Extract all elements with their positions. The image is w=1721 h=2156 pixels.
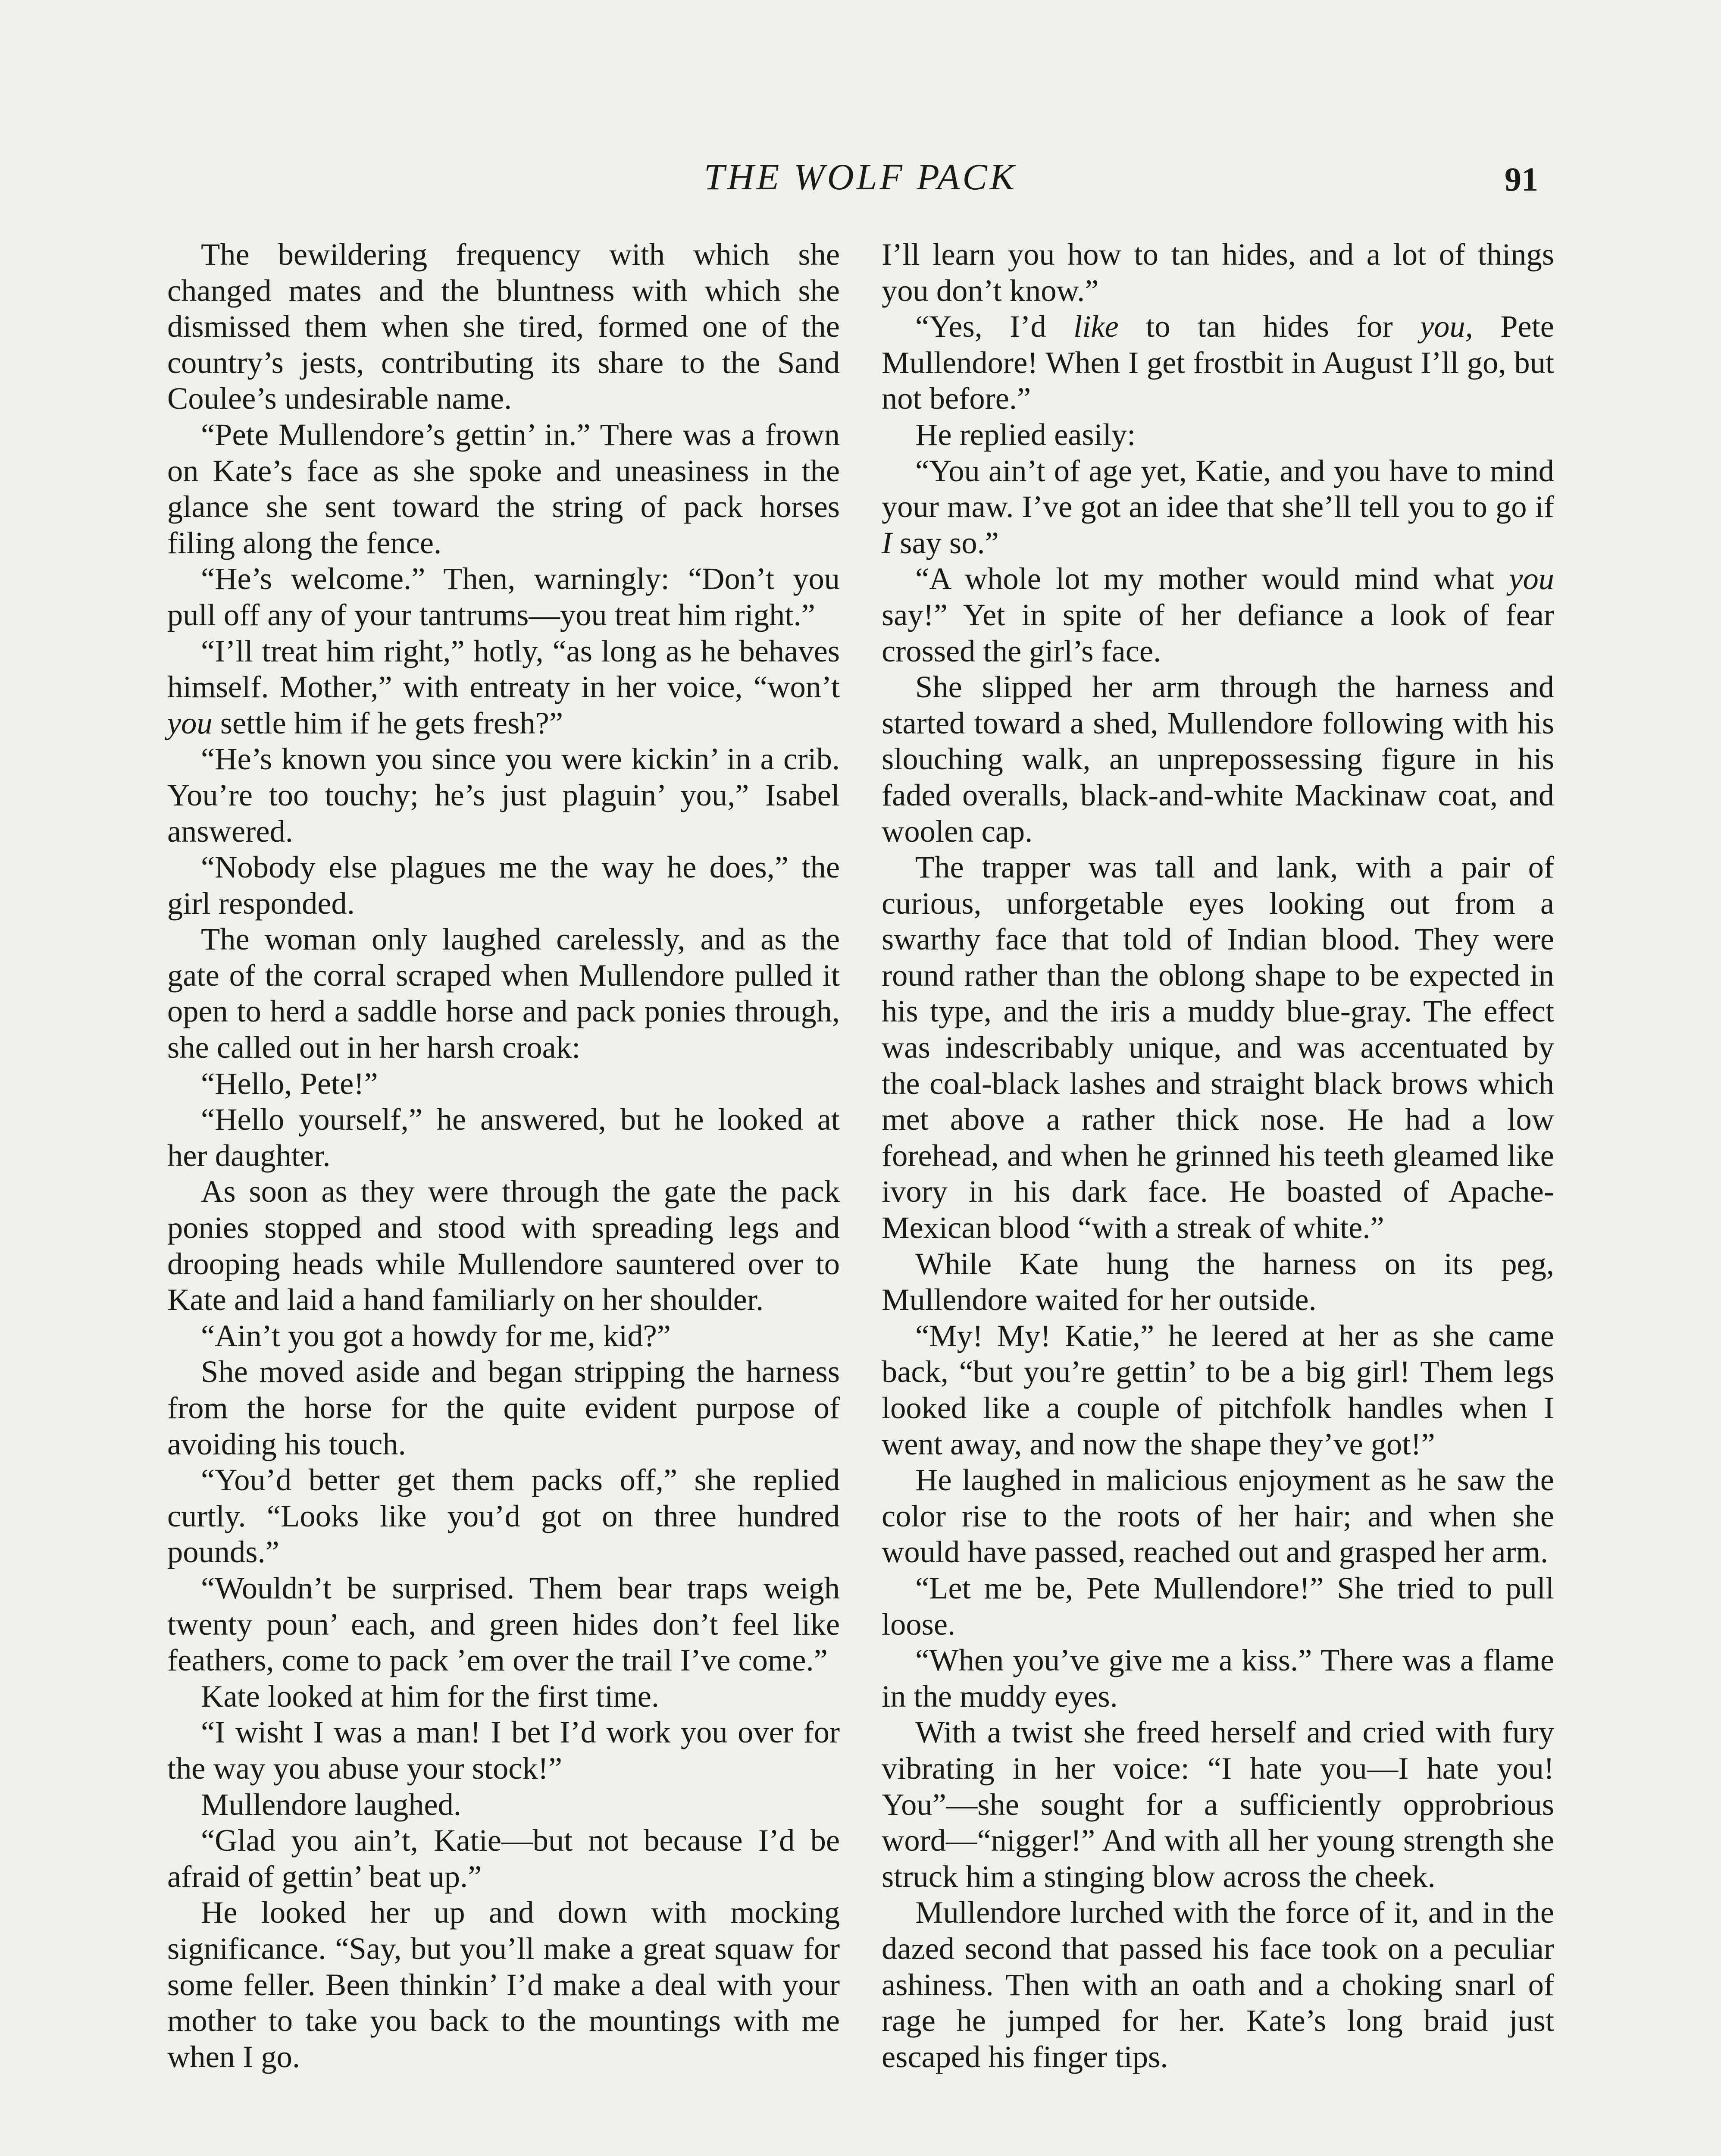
text-run: “Hello, Pete!” — [201, 1065, 378, 1101]
paragraph — [167, 1173, 840, 1317]
page-number: 91 — [1505, 160, 1538, 198]
paragraph — [167, 1822, 840, 1894]
running-title: THE WOLF PACK — [704, 156, 1017, 197]
paragraph — [882, 308, 1554, 417]
text-run: With a twist she freed herself and cried with fury vibrating in her voice: “I hate you—I hate you! You”—she sought for a sufficiently opprobrious word—“nigger!” And with all her young strength she struck him a stinging blow across the cheek. — [882, 1714, 1554, 1894]
paragraph — [882, 1570, 1554, 1642]
paragraph — [882, 453, 1554, 561]
text-run: “Pete Mullendore’s gettin’ in.” There was a frown on Kate’s face as she spoke and uneasiness in the glance she sent toward the string of pack horses filing along the fence. — [167, 417, 840, 560]
text-run: “You’d better get them packs off,” she replied curtly. “Looks like you’d got on three hundred pounds.” — [167, 1462, 840, 1570]
emphasized-text: you, — [1420, 309, 1473, 344]
paragraph — [167, 1894, 840, 2075]
text-run: He replied easily: — [915, 417, 1136, 452]
text-run: Mullendore lurched with the force of it, and in the dazed second that passed his face took on a peculiar ashiness. Then with an oath and a choking snarl of rage he jumped for her. Kate’s long braid just escaped his finger tips. — [882, 1895, 1554, 2074]
text-run: “Let me be, Pete Mullendore!” She tried to pull loose. — [882, 1570, 1554, 1642]
text-run: I’ll learn you how to tan hides, and a lot of things you don’t know.” — [882, 237, 1554, 308]
text-run: He looked her up and down with mocking significance. “Say, but you’ll make a great squaw for some feller. Been thinkin’ I’d make a deal with your mother to take you back to the mountings with me when I go. — [167, 1895, 840, 2074]
text-run: While Kate hung the harness on its peg, Mullendore waited for her outside. — [882, 1246, 1554, 1317]
text-run: The bewildering frequency with which she changed mates and the bluntness with which she dismissed them when she tired, formed one of the country’s jests, contributing its share to the Sand Coulee’s undesirable name. — [167, 237, 840, 416]
text-run: Pete Mullendore! When I get frostbit in August I’ll go, but not before.” — [882, 309, 1554, 416]
text-run: “Wouldn’t be surprised. Them bear traps weigh twenty poun’ each, and green hides don’t feel like feathers, come to pack ’em over the trail I’ve come.” — [167, 1570, 840, 1678]
text-run: “Yes, I’d — [915, 309, 1074, 344]
paragraph — [167, 1786, 840, 1823]
right-text-column — [882, 236, 1554, 2075]
paragraph — [167, 1462, 840, 1570]
text-run: “Glad you ain’t, Katie—but not because I’d be afraid of gettin’ beat up.” — [167, 1823, 840, 1894]
paragraph — [167, 1570, 840, 1678]
paragraph — [882, 561, 1554, 669]
paragraph — [167, 633, 840, 741]
paragraph — [882, 1642, 1554, 1714]
paragraph — [882, 849, 1554, 1246]
paragraph — [167, 1714, 840, 1786]
text-run: As soon as they were through the gate the pack ponies stopped and stood with spreading legs and drooping heads while Mullendore sauntered over to Kate and laid a hand familiarly on her shoulder. — [167, 1174, 840, 1317]
paragraph — [882, 236, 1554, 308]
text-run: He laughed in malicious enjoyment as he saw the color rise to the roots of her hair; and when she would have passed, reached out and grasped her arm. — [882, 1462, 1554, 1570]
text-run: “Nobody else plagues me the way he does,” the girl responded. — [167, 849, 840, 921]
emphasized-text: I — [882, 525, 892, 560]
page-header — [0, 151, 1721, 203]
text-run: “My! My! Katie,” he leered at her as she came back, “but you’re gettin’ to be a big girl! Them legs looked like a couple of pitchfolk handles when I went away, and now the shape they’ve got!” — [882, 1318, 1554, 1461]
text-run: “When you’ve give me a kiss.” There was a flame in the muddy eyes. — [882, 1642, 1554, 1714]
paragraph — [167, 236, 840, 417]
paragraph — [167, 741, 840, 849]
text-run: The woman only laughed carelessly, and as the gate of the corral scraped when Mullendore pulled it open to herd a saddle horse and pack ponies through, she called out in her harsh croak: — [167, 921, 840, 1065]
emphasized-text: you — [167, 705, 213, 740]
text-run: say so.” — [892, 525, 999, 560]
text-run: to tan hides for — [1118, 309, 1420, 344]
text-run: “A whole lot my mother would mind what — [915, 561, 1509, 596]
left-text-column — [167, 236, 840, 2075]
text-run: She moved aside and began stripping the harness from the horse for the quite evident purpose of avoiding his touch. — [167, 1354, 840, 1461]
text-run: “He’s welcome.” Then, warningly: “Don’t you pull off any of your tantrums—you treat him right.” — [167, 561, 840, 632]
text-run: “I wisht I was a man! I bet I’d work you over for the way you abuse your stock!” — [167, 1714, 840, 1786]
text-run: “Ain’t you got a howdy for me, kid?” — [201, 1318, 671, 1353]
paragraph — [882, 1318, 1554, 1462]
paragraph — [167, 1065, 840, 1102]
paragraph — [167, 1678, 840, 1714]
paragraph — [882, 1714, 1554, 1894]
text-run: “He’s known you since you were kickin’ in a crib. You’re too touchy; he’s just plaguin’ you,” Isabel answered. — [167, 741, 840, 849]
text-run: “You ain’t of age yet, Katie, and you have to mind your maw. I’ve got an idee that she’ll tell you to go if — [882, 453, 1554, 524]
text-run: The trapper was tall and lank, with a pair of curious, unforgetable eyes looking out from a swarthy face that told of Indian blood. They were round rather than the oblong shape to be expected in his type, and the iris a muddy blue-gray. The effect was indescribably unique, and was accentuated by the coal-black lashes and straight black brows which met above a rather thick nose. He had a low forehead, and when he grinned his teeth gleamed like ivory in his dark face. He boasted of Apache-Mexican blood “with a streak of white.” — [882, 849, 1554, 1245]
text-run: settle him if he gets fresh?” — [212, 705, 563, 740]
emphasized-text: like — [1073, 309, 1119, 344]
text-run: “I’ll treat him right,” hotly, “as long as he behaves himself. Mother,” with entreaty in her voice, “won’t — [167, 633, 840, 705]
text-run: She slipped her arm through the harness and started toward a shed, Mullendore following with his slouching walk, an unprepossessing figure in his faded overalls, black-and-white Mackinaw coat, and woolen cap. — [882, 669, 1554, 849]
paragraph — [167, 849, 840, 921]
paragraph — [167, 1101, 840, 1173]
paragraph — [167, 1318, 840, 1354]
paragraph — [167, 921, 840, 1065]
emphasized-text: you — [1509, 561, 1554, 596]
paragraph — [882, 417, 1554, 453]
paragraph — [167, 561, 840, 633]
paragraph — [882, 1462, 1554, 1570]
text-run: Kate looked at him for the first time. — [201, 1678, 660, 1714]
paragraph — [882, 1246, 1554, 1318]
text-run: say!” Yet in spite of her defiance a look of fear crossed the girl’s face. — [882, 597, 1554, 668]
text-run: “Hello yourself,” he answered, but he looked at her daughter. — [167, 1102, 840, 1173]
paragraph — [167, 1354, 840, 1462]
paragraph — [882, 669, 1554, 849]
paragraph — [167, 417, 840, 561]
paragraph — [882, 1894, 1554, 2075]
text-run: Mullendore laughed. — [201, 1786, 462, 1822]
